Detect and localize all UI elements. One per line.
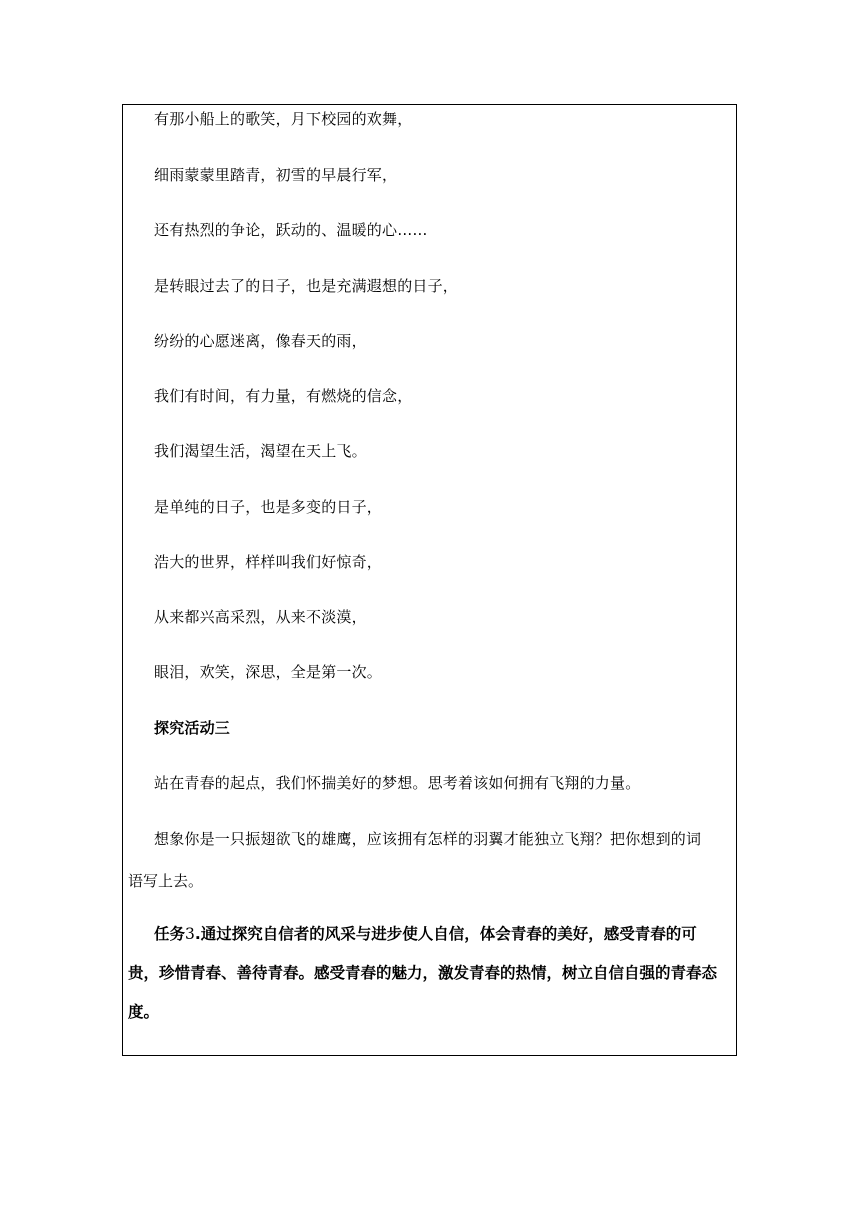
task-label: 任务 — [154, 925, 186, 943]
poem-line: 浩大的世界，样样叫我们好惊奇， — [154, 553, 383, 571]
poem-line: 细雨蒙蒙里踏青，初雪的早晨行军， — [154, 166, 398, 184]
task-number: 3 — [185, 925, 195, 943]
table-cell-border — [122, 104, 737, 1056]
poem-line: 还有热烈的争论，跃动的、温暖的心…… — [154, 221, 428, 239]
task-separator: . — [194, 925, 201, 943]
poem-line: 从来都兴高采烈，从来不淡漠， — [154, 608, 367, 626]
activity-heading: 探究活动三 — [154, 719, 231, 737]
poem-line: 是单纯的日子，也是多变的日子， — [154, 498, 383, 516]
poem-line: 眼泪，欢笑，深思，全是第一次。 — [154, 663, 383, 681]
task-text: 通过探究自信者的风采与进步使人自信，体会青春的美好，感受青春的可贵，珍惜青春、善待青春。感受青春的魅力，激发青春的热情，树立自信自强的青春态度。 — [128, 925, 718, 1021]
activity-prompt-line2: 语写上去。 — [128, 872, 204, 890]
poem-line: 是转眼过去了的日子，也是充满遐想的日子， — [154, 277, 459, 295]
poem-line: 我们有时间，有力量，有燃烧的信念， — [154, 387, 413, 405]
poem-line: 纷纷的心愿迷离，像春天的雨， — [154, 332, 367, 350]
poem-line: 有那小船上的歌笑，月下校园的欢舞， — [154, 110, 413, 128]
activity-intro: 站在青春的起点，我们怀揣美好的梦想。思考着该如何拥有飞翔的力量。 — [154, 774, 641, 792]
task-paragraph — [128, 915, 726, 1032]
activity-prompt-line1: 想象你是一只振翅欲飞的雄鹰，应该拥有怎样的羽翼才能独立飞翔？把你想到的词 — [154, 830, 702, 848]
poem-line: 我们渴望生活，渴望在天上飞。 — [154, 442, 367, 460]
